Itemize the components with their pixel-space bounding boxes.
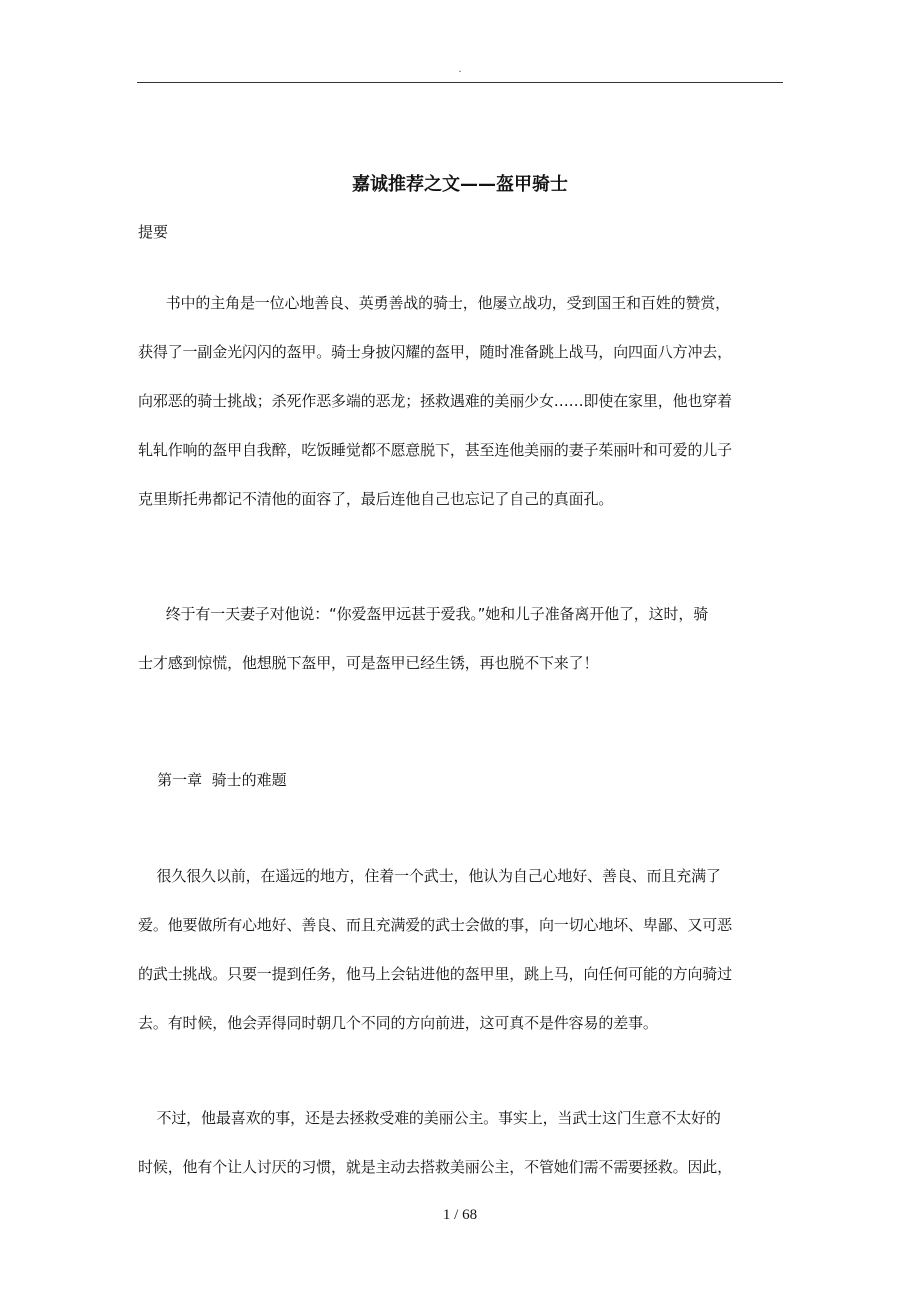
text-line: 士才感到惊慌，他想脱下盔甲，可是盔甲已经生锈，再也脱不下来了！: [138, 654, 599, 672]
text-line: 终于有一天妻子对他说：“你爱盔甲远甚于爱我。”她和儿子准备离开他了，这时，骑: [138, 605, 709, 623]
text-line: 的武士挑战。只要一提到任务，他马上会钻进他的盔甲里，跳上马，向任何可能的方向骑过: [138, 965, 733, 983]
header-mark: .: [458, 64, 462, 75]
text-line: 不过，他最喜欢的事，还是去拯救受难的美丽公主。事实上，当武士这门生意不太好的: [138, 1109, 721, 1127]
abstract-paragraph-2: [138, 604, 798, 673]
text-line: 爱。他要做所有心地好、善良、而且充满爱的武士会做的事，向一切心地坏、卑鄙、又可恶: [138, 916, 733, 934]
text-line: 轧轧作响的盔甲自我醉，吃饭睡觉都不愿意脱下，甚至连他美丽的妻子茱丽叶和可爱的儿子: [138, 441, 733, 459]
abstract-label: 提要: [138, 223, 169, 241]
document-title: 嘉诚推荐之文——盔甲骑士: [352, 174, 568, 195]
text-line: 向邪恶的骑士挑战；杀死作恶多端的恶龙；拯救遇难的美丽少女……即使在家里，他也穿着: [138, 392, 733, 410]
text-line: 很久很久以前，在遥远的地方，住着一个武士，他认为自己心地好、善良、而且充满了: [138, 867, 721, 885]
header-rule: [137, 82, 783, 83]
text-line: 时候，他有个让人讨厌的习惯，就是主动去搭救美丽公主，不管她们需不需要拯救。因此，: [138, 1158, 733, 1176]
chapter-paragraph-2: [138, 1108, 798, 1177]
page-number: 1 / 68: [442, 1207, 478, 1223]
text-line: 去。有时候，他会弄得同时朝几个不同的方向前进，这可真不是件容易的差事。: [138, 1014, 658, 1032]
chapter-heading: 第一章 骑士的难题: [138, 771, 287, 789]
text-line: 克里斯托弗都记不清他的面容了，最后连他自己也忘记了自己的真面孔。: [138, 490, 614, 508]
text-line: 获得了一副金光闪闪的盔甲。骑士身披闪耀的盔甲，随时准备跳上战马，向四面八方冲去，: [138, 343, 733, 361]
text-line: 书中的主角是一位心地善良、英勇善战的骑士，他屡立战功，受到国王和百姓的赞赏，: [138, 294, 731, 312]
abstract-paragraph-1: [138, 293, 798, 509]
chapter-paragraph-1: [138, 866, 798, 1033]
